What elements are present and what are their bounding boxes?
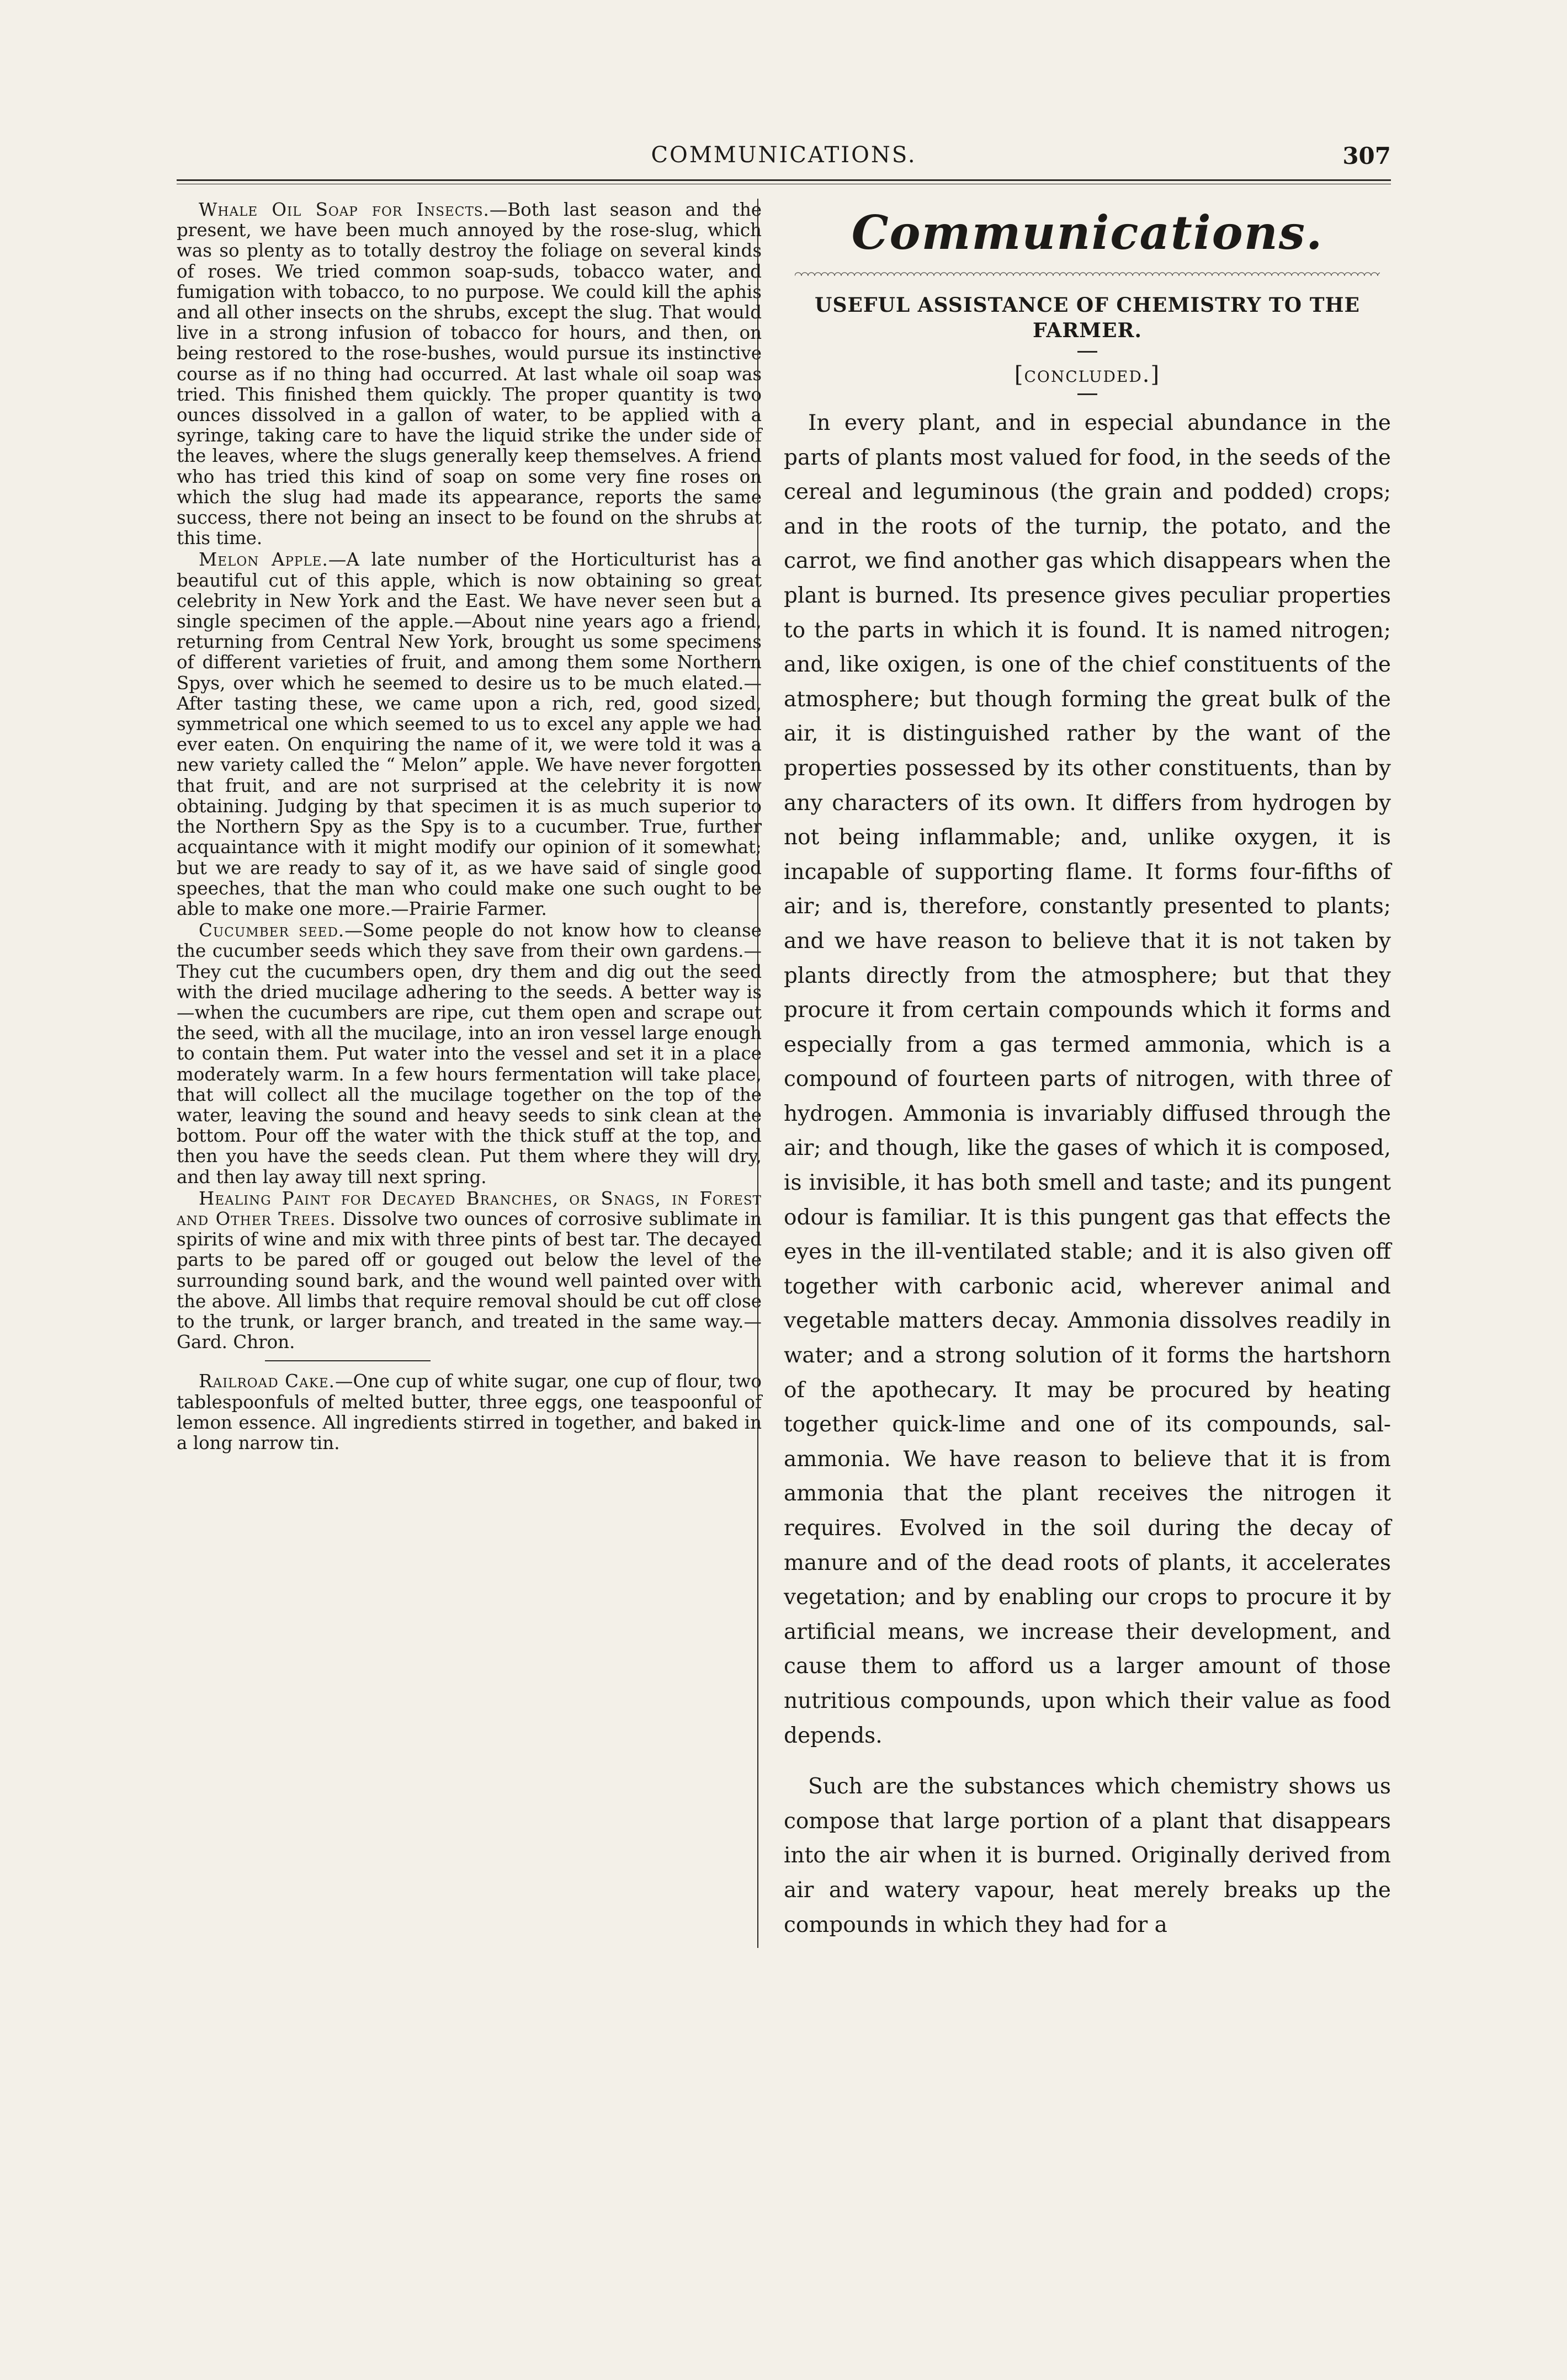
item-railroad-cake [177, 1371, 762, 1453]
section-title: Communications. [851, 205, 1324, 260]
left-column [177, 200, 762, 2021]
item-lead: Healing Paint for Decayed Branches, or Snags, in Forest and Other Trees. [177, 1188, 762, 1229]
short-rule [1077, 351, 1097, 353]
item-separator-rule [265, 1360, 431, 1361]
item-whale-oil-soap [177, 200, 762, 549]
page-number: 307 [1342, 142, 1391, 169]
item-text: —A late number of the Horticulturist has a beautiful cut of this apple, which is now obtaining so great celebrity in New York and the East. We have never seen but a single specimen of the apple.—About nine years ago a friend, returning from Central New York, brought us some specimens of different varieties of fruit, and among them some Northern Spys, over which he seemed to desire us to be much elated.—After tasting these, we came upon a rich, red, good sized, symmetrical one which seemed to us to excel any apple we had ever eaten. On enquiring the name of it, we were told it was a new variety called the “ Melon” apple. We have never forgotten that fruit, and are not surprised at the celebrity it is now obtaining. Judging by that specimen it is as much superior to the Northern Spy as the Spy is to a cucumber. True, further acquaintance with it might modify our opinion of it somewhat; but we are ready to say of it, as we have said of single good speeches, that the man who could make one such ought to be able to make one more.—Prairie Farmer. [177, 549, 762, 919]
item-text: —Some people do not know how to cleanse the cucumber seeds which they save from their own gardens.—They cut the cucumbers open, dry them and dig out the seed with the dried mucilage adhering to the seeds. A better way is—when the cucumbers are ripe, cut them open and scrape out the seed, with all the mucilage, into an iron vessel large enough to contain them. Put water into the vessel and set it in a place moderately warm. In a few hours fermentation will take place, that will collect all the mucilage together on the top of the water, leaving the sound and heavy seeds to sink clean at the bottom. Pour off the water with the thick stuff at the top, and then you have the seeds clean. Put them where they will dry, and then lay away till next spring. [177, 920, 762, 1188]
article-paragraph: In every plant, and in especial abundance in the parts of plants most valued for food, in the seeds of the cereal and leguminous (the grain and podded) crops; and in the roots of the turnip, the potato, and the carrot, we find another gas which disappears when the plant is burned. Its presence gives peculiar properties to the parts in which it is found. It is named nitrogen; and, like oxigen, is one of the chief constituents of the atmosphere; but though forming the great bulk of the air, it is distinguished rather by the want of the properties possessed by its other constituents, than by any characters of its own. It differs from hydrogen by not being inflammable; and, unlike oxygen, it is incapable of supporting flame. It forms four-fifths of air; and is, therefore, constantly presented to plants; and we have reason to believe that it is not taken by plants directly from the atmosphere; but that they procure it from certain compounds which it forms and especially from a gas termed ammonia, which is a compound of fourteen parts of nitrogen, with three of hydrogen. Ammonia is invariably diffused through the air; and though, like the gases of which it is composed, is invisible, it has both smell and taste; and its pungent odour is familiar. It is this pungent gas that effects the eyes in the ill-ventilated stable; and it is also given off together with carbonic acid, wherever animal and vegetable matters decay. Ammonia dissolves readily in water; and a strong solution of it forms the hartshorn of the apothecary. It may be procured by heating together quick-lime and one of its compounds, sal-ammonia. We have reason to believe that it is from ammonia that the plant receives the nitrogen it requires. Evolved in the soil during the decay of manure and of the dead roots of plants, it accelerates vegetation; and by enabling our crops to procure it by artificial means, we increase their development, and cause them to afford us a larger amount of those nutritious compounds, upon which their value as food depends. [784, 411, 1391, 1748]
item-lead: Cucumber seed. [199, 920, 345, 941]
article-title: USEFUL ASSISTANCE OF CHEMISTRY TO THE FARMER. [815, 294, 1360, 342]
item-lead: Railroad Cake. [199, 1371, 335, 1392]
running-head [177, 142, 1391, 175]
item-melon-apple [177, 550, 762, 919]
item-text: —Both last season and the present, we have been much annoyed by the rose-slug, which was so plenty as to totally destroy the foliage on several kinds of roses. We tried common soap-suds, tobacco water, and fumigation with tobacco, to no purpose. We could kill the aphis and all other insects on the shrubs, except the slug. That would live in a strong infusion of tobacco for hours, and then, on being restored to the rose-bushes, would pursue its instinctive course as if no thing had occurred. At last whale oil soap was tried. This finished them quickly. The proper quantity is two ounces dissolved in a gallon of water, to be applied with a syringe, taking care to have the liquid strike the under side of the leaves, where the slugs generally keep themselves. A friend who has tried this kind of soap on some very fine roses on which the slug had made its appearance, reports the same success, there not being an insect to be found on the shrubs at this time. [177, 199, 762, 549]
item-lead: Whale Oil Soap for Insects. [199, 199, 490, 220]
short-rule [1077, 393, 1097, 395]
column-divider [757, 199, 758, 1948]
running-title: COMMUNICATIONS. [651, 142, 917, 168]
article-paragraph: Such are the substances which chemistry shows us compose that large portion of a plant that disappears into the air when it is burned. Originally derived from air and watery vapour, heat merely breaks up the compounds in which they had for a [784, 1774, 1391, 1937]
header-rule [177, 179, 1391, 181]
item-text: Dissolve two ounces of corrosive sublimate in spirits of wine and mix with three pints of best tar. The decayed parts to be pared off or gouged out below the level of the surrounding sound bark, and the wound well painted over with the above. All limbs that require removal should be cut off close to the trunk, or larger branch, and treated in the same way.—Gard. Chron. [177, 1208, 762, 1353]
ornamental-rule [795, 268, 1380, 276]
item-cucumber-seed [177, 920, 762, 1188]
item-lead: Melon Apple. [199, 549, 328, 571]
right-column [784, 200, 1391, 2021]
item-healing-paint [177, 1189, 762, 1353]
article-status: [concluded.] [1014, 362, 1161, 387]
item-text: —One cup of white sugar, one cup of flour, two tablespoonfuls of melted butter, three eggs, one teaspoonful of lemon essence. All ingredients stirred in together, and baked in a long narrow tin. [177, 1371, 762, 1453]
